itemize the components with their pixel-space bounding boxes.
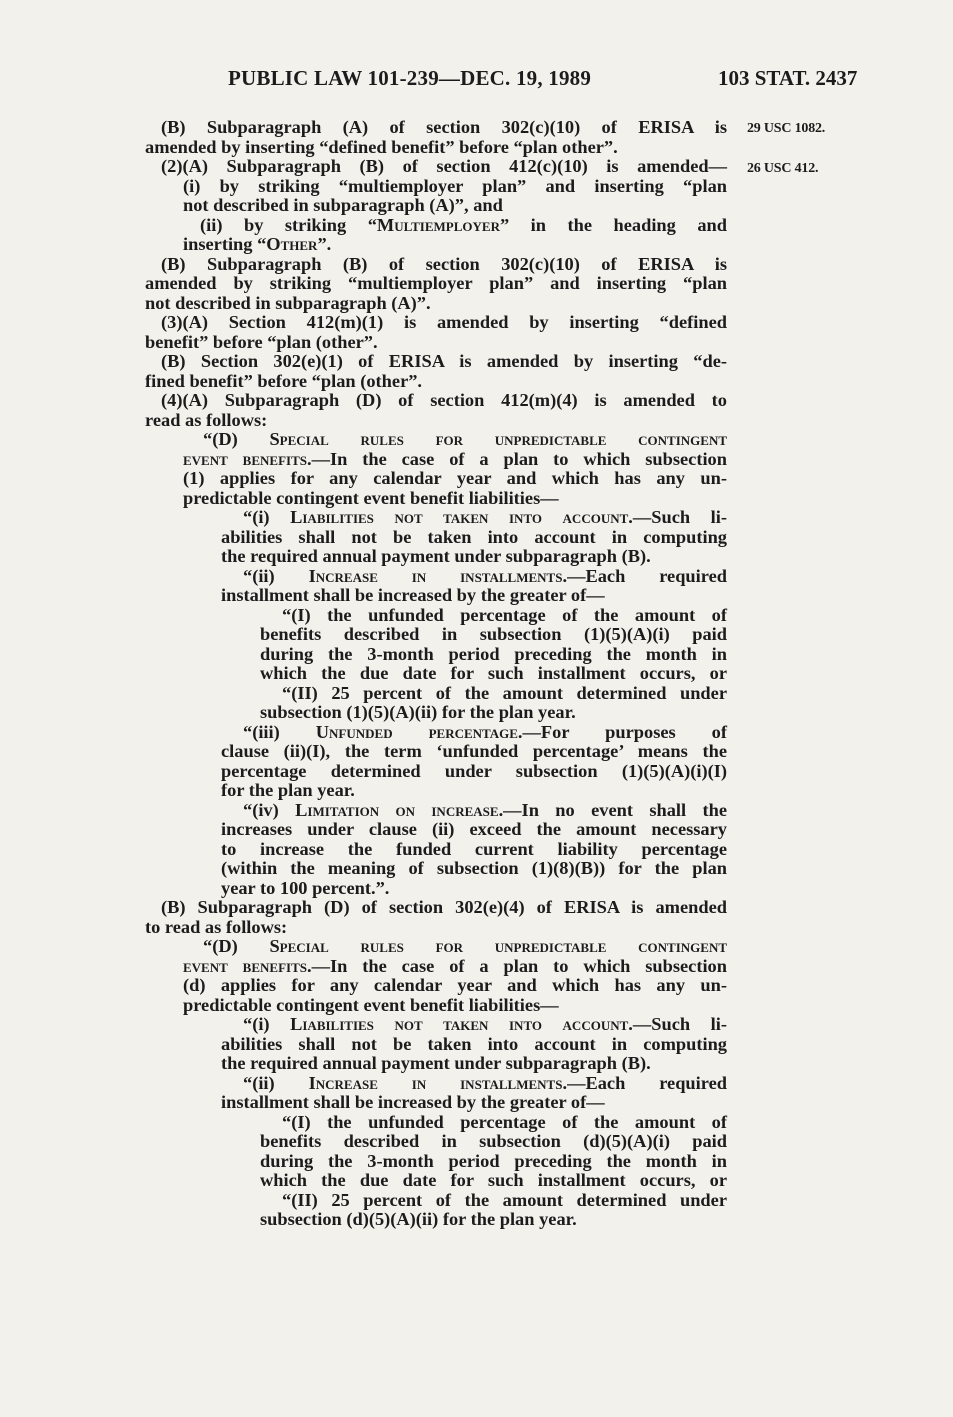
text-line (145, 625, 727, 645)
line-text: .—Each required (562, 565, 727, 586)
line-text: .—Such li- (628, 1014, 727, 1034)
text-line (145, 157, 727, 177)
small-caps-heading: Liabilities not taken into account (290, 1014, 629, 1034)
margin-note-usc: 26 USC 412. (747, 161, 819, 176)
line-text: “(I) the unfunded percentage of the amount of (282, 1111, 727, 1132)
text-line (145, 801, 727, 821)
line-text: abilities shall not be taken into account in computing (221, 526, 727, 547)
small-caps-heading: Increase in installments (308, 1072, 563, 1093)
text-line (145, 859, 727, 879)
text-line (145, 684, 727, 704)
text-line (145, 1191, 727, 1211)
text-line (145, 664, 727, 684)
line-text: amended by inserting “defined benefit” before “plan other”. (145, 136, 618, 157)
text-line (145, 196, 727, 216)
line-text: (i) by striking “multiemployer plan” and inserting “plan (183, 175, 727, 196)
line-text: (d) applies for any calendar year and which has any un- (183, 975, 727, 995)
text-line (145, 645, 727, 665)
line-text: abilities shall not be taken into account in computing (221, 1033, 727, 1054)
text-line (145, 957, 727, 977)
text-line (145, 508, 727, 528)
line-text: .—In the case of a plan to which subsection (306, 448, 727, 469)
text-line (145, 235, 727, 255)
line-text: “(II) 25 percent of the amount determined under (282, 1189, 727, 1210)
text-line (145, 528, 727, 548)
line-text: amended by striking “multiemployer plan” and inserting “plan (145, 273, 727, 293)
text-line (145, 723, 727, 743)
line-text: not described in subparagraph (A)”. (145, 292, 431, 313)
line-text: during the 3-month period preceding the month in (260, 643, 727, 664)
margin-note-usc: 29 USC 1082. (747, 121, 826, 136)
line-text: (4)(A) Subparagraph (D) of section 412(m)(4) is amended to (161, 390, 727, 410)
line-text: for the plan year. (221, 780, 355, 800)
public-law-citation: PUBLIC LAW 101-239—DEC. 19, 1989 (228, 66, 592, 90)
text-line (145, 118, 727, 138)
line-text: which the due date for such installment occurs, or (260, 663, 727, 683)
small-caps-heading: Special rules for unpredictable contingent (269, 429, 728, 449)
line-text: predictable contingent event benefit liabilities— (183, 994, 559, 1015)
text-line (145, 216, 727, 236)
line-text: inserting “ (183, 234, 267, 254)
line-text: “(i) (243, 1014, 291, 1034)
line-text: year to 100 percent.”. (221, 877, 390, 898)
small-caps-heading: event benefits (183, 955, 307, 976)
line-text: ” in the heading and (499, 214, 727, 235)
text-line (145, 703, 727, 723)
line-text: (2)(A) Subparagraph (B) of section 412(c)(10) is amended— (161, 156, 727, 176)
line-text: (1) applies for any calendar year and which has any un- (183, 468, 727, 488)
line-text: installment shall be increased by the greater of— (221, 585, 605, 605)
line-text: ”. (317, 234, 332, 254)
text-line (145, 918, 727, 938)
line-text: .—Such li- (628, 507, 727, 527)
text-line (145, 1054, 727, 1074)
text-line (145, 1152, 727, 1172)
text-line (145, 372, 727, 392)
statute-page-number: 103 STAT. 2437 (718, 66, 858, 90)
line-text: (ii) by striking “ (200, 214, 377, 235)
text-line (145, 781, 727, 801)
text-line (145, 1171, 727, 1191)
text-line (145, 391, 727, 411)
line-text: (within the meaning of subsection (1)(8)(B)) for the plan (221, 858, 727, 878)
line-text: benefits described in subsection (1)(5)(A)(i) paid (260, 624, 727, 644)
text-line (145, 177, 727, 197)
text-line (145, 606, 727, 626)
text-line (145, 274, 727, 294)
text-line (145, 294, 727, 314)
line-text: (B) Section 302(e)(1) of ERISA is amended by inserting “de- (161, 351, 727, 371)
line-text: clause (ii)(I), the term ‘unfunded percentage’ means the (221, 741, 727, 761)
line-text: .—In no event shall the (498, 799, 727, 820)
text-line (145, 1074, 727, 1094)
line-text: installment shall be increased by the greater of— (221, 1092, 605, 1112)
text-line (145, 547, 727, 567)
text-line (145, 255, 727, 275)
line-text: .—For purposes of (517, 721, 727, 742)
line-text: “(II) 25 percent of the amount determined under (282, 682, 727, 703)
line-text: during the 3-month period preceding the month in (260, 1150, 727, 1171)
line-text: to read as follows: (145, 916, 288, 937)
running-header (0, 66, 953, 96)
text-line (145, 937, 727, 957)
text-line (145, 313, 727, 333)
line-text: (B) Subparagraph (A) of section 302(c)(10) of ERISA is (161, 117, 727, 137)
text-line (145, 1093, 727, 1113)
line-text: “(I) the unfunded percentage of the amount of (282, 604, 727, 625)
small-caps-heading: Special rules for unpredictable contingent (269, 936, 728, 956)
line-text: increases under clause (ii) exceed the amount necessary (221, 819, 727, 839)
line-text: .—In the case of a plan to which subsection (306, 955, 727, 976)
line-text: not described in subparagraph (A)”, and (183, 195, 503, 215)
text-line (145, 840, 727, 860)
text-line (145, 742, 727, 762)
line-text: fined benefit” before “plan (other”. (145, 370, 423, 391)
small-caps-heading: Increase in installments (308, 565, 563, 586)
line-text: benefits described in subsection (d)(5)(A)(i) paid (260, 1131, 727, 1151)
line-text: (B) Subparagraph (D) of section 302(e)(4) of ERISA is amended (161, 897, 727, 917)
text-line (145, 333, 727, 353)
text-line (145, 996, 727, 1016)
small-caps-heading: event benefits (183, 448, 307, 469)
line-text: .—Each required (562, 1072, 727, 1093)
text-line (145, 430, 727, 450)
text-line (145, 138, 727, 158)
line-text: to increase the funded current liability percentage (221, 838, 727, 859)
line-text: the required annual payment under subparagraph (B). (221, 1053, 651, 1073)
line-text: the required annual payment under subparagraph (B). (221, 546, 651, 566)
line-text: which the due date for such installment occurs, or (260, 1170, 727, 1190)
text-line (145, 1015, 727, 1035)
line-text: subsection (1)(5)(A)(ii) for the plan year. (260, 702, 576, 722)
line-text: “(iii) (243, 721, 316, 742)
line-text: “(ii) (243, 565, 309, 586)
small-caps-heading: Multiemployer (376, 214, 500, 235)
line-text: “(D) (203, 936, 270, 956)
text-line (145, 586, 727, 606)
text-line (145, 820, 727, 840)
text-line (145, 489, 727, 509)
text-line (145, 898, 727, 918)
line-text: subsection (d)(5)(A)(ii) for the plan year. (260, 1209, 577, 1229)
text-line (145, 1113, 727, 1133)
line-text: “(i) (243, 507, 291, 527)
small-caps-heading: Other (266, 234, 318, 254)
text-line (145, 1210, 727, 1230)
line-text: predictable contingent event benefit liabilities— (183, 487, 559, 508)
text-line (145, 976, 727, 996)
text-line (145, 469, 727, 489)
text-line (145, 567, 727, 587)
small-caps-heading: Unfunded percentage (315, 721, 518, 742)
text-line (145, 762, 727, 782)
text-line (145, 1132, 727, 1152)
text-line (145, 450, 727, 470)
statute-body-text (145, 118, 727, 1230)
line-text: benefit” before “plan (other”. (145, 331, 378, 352)
line-text: “(D) (203, 429, 270, 449)
line-text: (B) Subparagraph (B) of section 302(c)(10) of ERISA is (161, 253, 727, 274)
text-line (145, 352, 727, 372)
line-text: “(iv) (243, 799, 296, 820)
text-line (145, 1035, 727, 1055)
line-text: percentage determined under subsection (1)(5)(A)(i)(I) (221, 760, 727, 781)
small-caps-heading: Limitation on increase (295, 799, 499, 820)
small-caps-heading: Liabilities not taken into account (290, 507, 629, 527)
line-text: “(ii) (243, 1072, 309, 1093)
text-line (145, 411, 727, 431)
line-text: (3)(A) Section 412(m)(1) is amended by inserting “defined (161, 312, 727, 332)
line-text: read as follows: (145, 409, 268, 430)
text-line (145, 879, 727, 899)
